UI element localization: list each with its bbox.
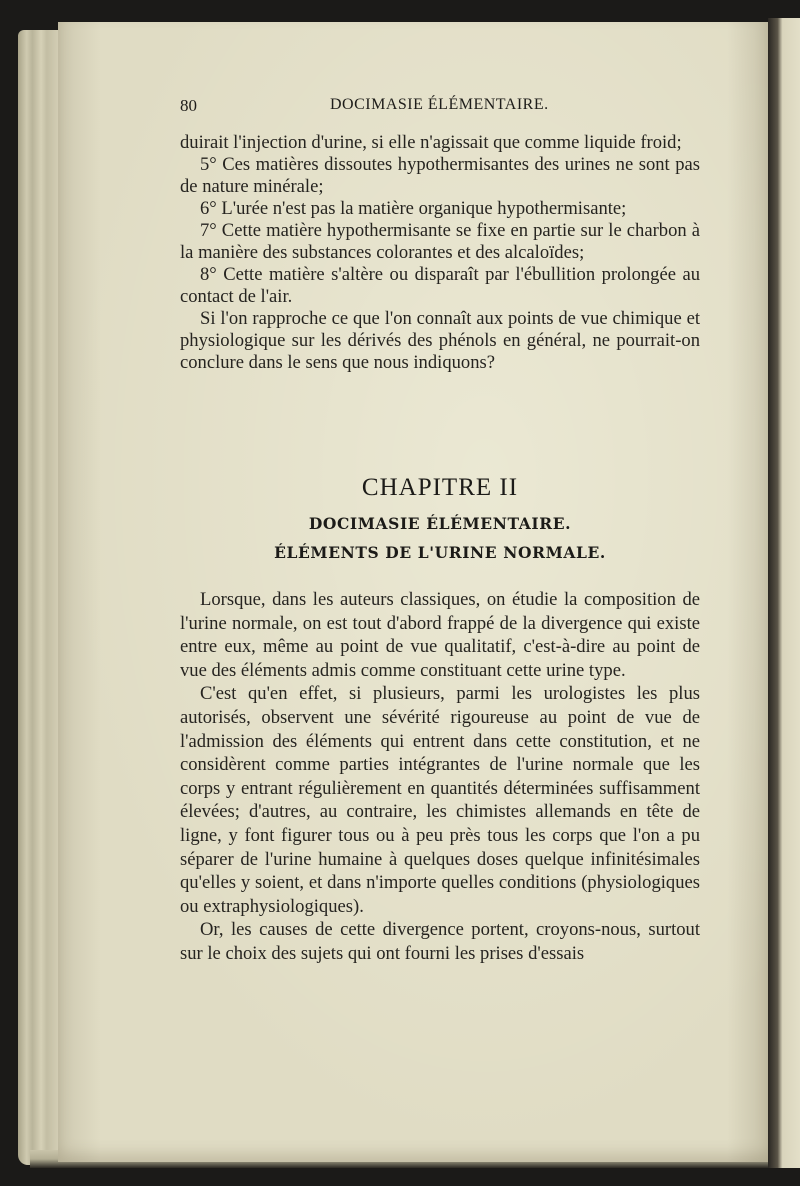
facing-page-gutter bbox=[768, 18, 800, 1168]
text-block-top bbox=[180, 132, 700, 374]
paragraph: 8° Cette matière s'altère ou disparaît par l'ébullition prolongée au contact de l'air. bbox=[180, 264, 700, 307]
text-block-bottom bbox=[180, 588, 700, 966]
paragraph: Or, les causes de cette divergence portent, croyons-nous, surtout sur le choix des sujets qui ont fourni les prises d'essais bbox=[180, 919, 700, 964]
paragraph: duirait l'injection d'urine, si elle n'agissait que comme liquide froid; bbox=[180, 132, 682, 153]
paragraph: Si l'on rapproche ce que l'on connaît aux points de vue chimique et physiologique sur les dérivés des phénols en général, ne pourrait-on conclure dans le sens que nous indiquons? bbox=[180, 308, 700, 373]
paragraph: C'est qu'en effet, si plusieurs, parmi les urologistes les plus autorisés, observent une sévérité rigoureuse au point de vue de l'admission des éléments qui entrent dans cette constitution, et ne considèrent comme parties intégrantes de l'urine normale que les corps y entrant régulièrement en quantités déterminées suffisamment élevées; d'autres, au contraire, les chimistes allemands en tête de ligne, y font figurer tous ou à peu près tous les corps que l'on a pu séparer de l'urine humaine à quelques doses quelque infinitésimales qu'elles y soient, et dans n'importe quelles conditions (physiologiques ou extraphysiologiques). bbox=[180, 683, 700, 917]
paragraph: 7° Cette matière hypothermisante se fixe en partie sur le charbon à la manière des substances colorantes et des alcaloïdes; bbox=[180, 220, 700, 263]
running-head: DOCIMASIE ÉLÉMENTAIRE. bbox=[330, 96, 549, 113]
paragraph: 5° Ces matières dissoutes hypothermisantes des urines ne sont pas de nature minérale; bbox=[180, 154, 700, 197]
paragraph: 6° L'urée n'est pas la matière organique hypothermisante; bbox=[200, 198, 627, 219]
page-header bbox=[180, 96, 700, 120]
chapter-title: CHAPITRE II bbox=[361, 474, 519, 501]
chapter-subtitle: DOCIMASIE ÉLÉMENTAIRE. bbox=[308, 514, 572, 533]
paragraph: Lorsque, dans les auteurs classiques, on étudie la composition de l'urine normale, on est tout d'abord frappé de la divergence qui existe entre eux, même au point de vue qualitatif, c'est-à-dire au point de vue des éléments admis comme constituant cette urine type. bbox=[180, 589, 700, 681]
chapter-subtitle: ÉLÉMENTS DE L'URINE NORMALE. bbox=[274, 543, 606, 562]
page-number: 80 bbox=[180, 96, 197, 115]
